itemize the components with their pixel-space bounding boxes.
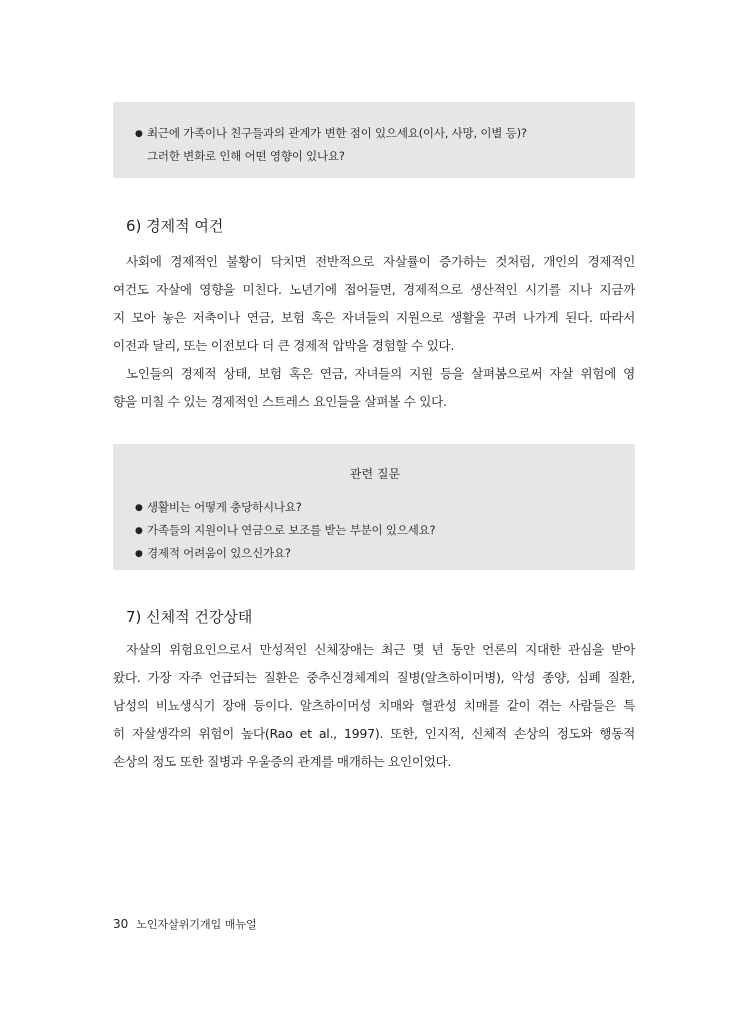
paragraph-line: 남성의 비뇨생식기 장애 등이다. 알츠하이머성 치매와 혈관성 치매를 같이 겪는 사람들은 특 — [113, 698, 635, 713]
paragraph-line: 여건도 자살에 영향을 미친다. 노년기에 접어들면, 경제적으로 생산적인 시기를 지나 지금까 — [113, 282, 635, 297]
question-text: 생활비는 어떻게 충당하시나요? — [147, 500, 302, 514]
question-text: 그러한 변화로 인해 어떤 영향이 있나요? — [147, 149, 345, 163]
section-heading-physical-health: 7) 신체적 건강상태 — [126, 608, 253, 626]
reflection-question-box — [113, 102, 635, 178]
footer-title: 노인자살위기개입 매뉴얼 — [136, 918, 257, 931]
paragraph-line: 사회에 경제적인 불황이 닥치면 전반적으로 자살률이 증가하는 것처럼, 개인의 경제적인 — [126, 254, 635, 269]
paragraph-line: 왔다. 가장 자주 언급되는 질환은 중추신경체계의 질병(알츠하이머병), 악성 종양, 심폐 질환, — [113, 670, 635, 685]
related-questions-title: 관련 질문 — [349, 467, 401, 481]
question-text: 최근에 가족이나 친구들과의 관계가 변한 점이 있으세요(이사, 사망, 이별 등)? — [147, 126, 527, 140]
question-line-continued — [135, 145, 615, 167]
bullet-icon: ● — [135, 129, 143, 139]
paragraph-line: 이전과 달리, 또는 이전보다 더 큰 경제적 압박을 경험할 수 있다. — [113, 338, 455, 353]
question-text: 가족들의 지원이나 연금으로 보조를 받는 부분이 있으세요? — [147, 523, 436, 537]
bullet-icon: ● — [135, 549, 143, 559]
paragraph-line: 손상의 정도 또한 질병과 우울증의 관계를 매개하는 요인이었다. — [113, 754, 452, 769]
bullet-icon: ● — [135, 503, 143, 513]
paragraph-line: 자살의 위험요인으로서 만성적인 신체장애는 최근 몇 년 동안 언론의 지대한 관심을 받아 — [126, 642, 635, 657]
section-heading-economic: 6) 경제적 여건 — [126, 217, 224, 235]
paragraph-line: 히 자살생각의 위험이 높다(Rao et al., 1997). 또한, 인지적, 신체적 손상의 정도와 행동적 — [113, 726, 635, 741]
question-item — [135, 496, 615, 519]
paragraph-line: 지 모아 놓은 저축이나 연금, 보험 혹은 자녀들의 지원으로 생활을 꾸려 나가게 된다. 따라서 — [113, 310, 635, 325]
page-footer — [113, 916, 257, 933]
bullet-icon: ● — [135, 526, 143, 536]
related-questions-box — [113, 444, 635, 570]
paragraph-line: 향을 미칠 수 있는 경제적인 스트레스 요인들을 살펴볼 수 있다. — [113, 394, 447, 409]
question-item — [135, 542, 615, 565]
question-item — [135, 519, 615, 542]
paragraph-physical-health — [113, 636, 635, 776]
question-line — [135, 122, 615, 145]
page-number: 30 — [113, 917, 129, 931]
paragraph-economic — [113, 248, 635, 416]
question-text: 경제적 어려움이 있으신가요? — [147, 546, 291, 560]
paragraph-line: 노인들의 경제적 상태, 보험 혹은 연금, 자녀들의 지원 등을 살펴봄으로써 자살 위험에 영 — [126, 366, 635, 381]
